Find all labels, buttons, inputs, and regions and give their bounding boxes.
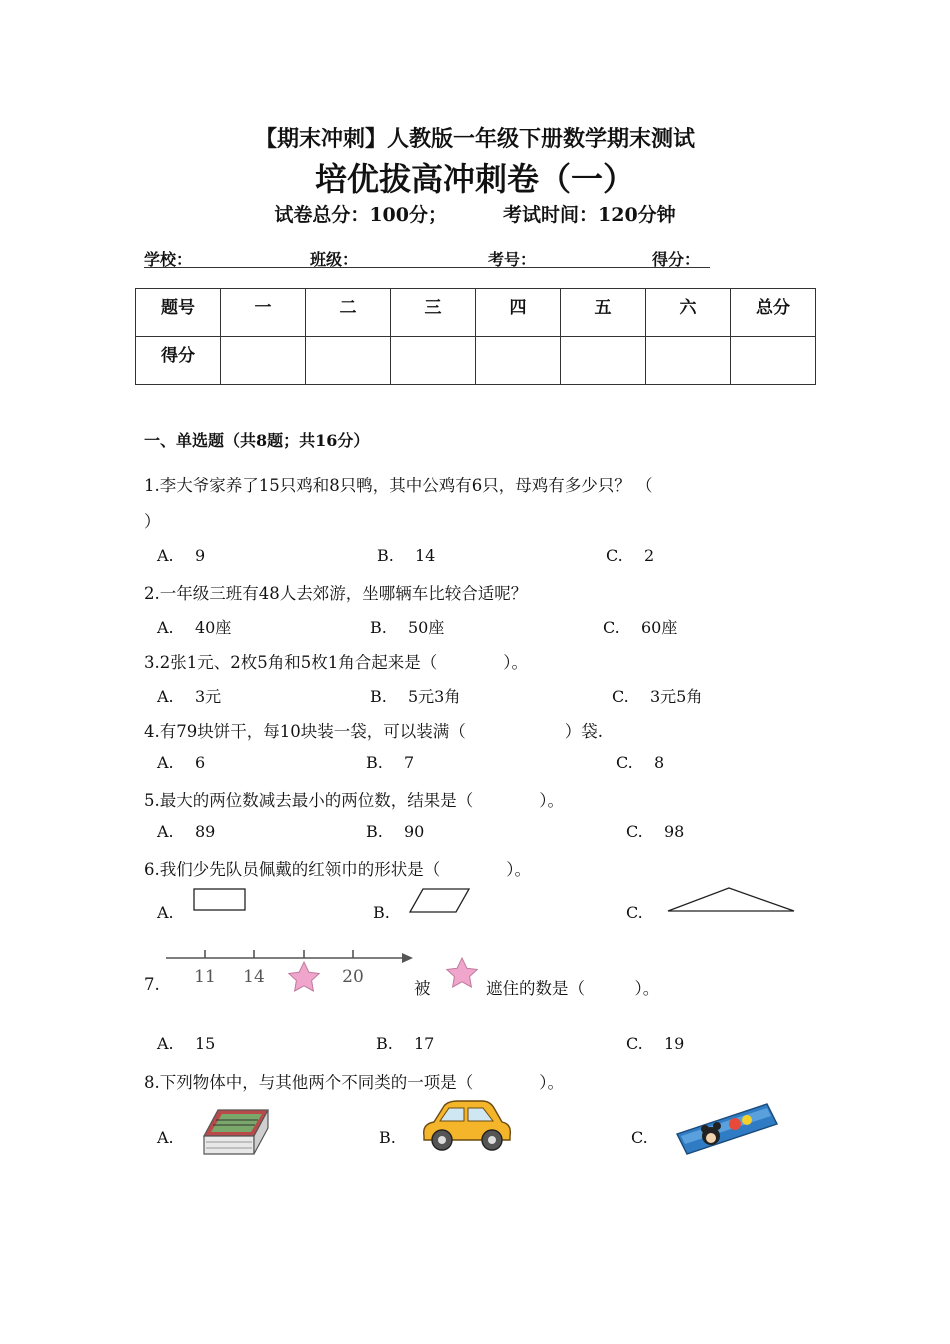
option-b[interactable]: B. 14 [377, 546, 436, 565]
score-table-header-row [136, 289, 816, 337]
tick-label: 20 [342, 967, 364, 987]
student-info-line [144, 247, 710, 268]
score-input-cell[interactable] [306, 337, 391, 385]
exam-time: 考试时间：120分钟 [503, 204, 676, 226]
option-b[interactable]: B. 90 [366, 822, 425, 841]
exam-title-line2: 培优拔高冲刺卷（一） [314, 160, 635, 198]
question-1: 1.李大爷家养了15只鸡和8只鸭，其中公鸡有6只，母鸡有多少只？ （ [144, 476, 653, 495]
star-icon [444, 956, 480, 992]
school-label: 学校： [144, 250, 193, 269]
option-a[interactable]: A. [157, 903, 174, 922]
question-3: 3.2张1元、2枚5角和5枚1角合起来是（ ）。 [144, 653, 528, 672]
question-2: 2.一年级三班有48人去郊游，坐哪辆车比较合适呢？ [144, 584, 528, 603]
question-1-cont: ） [144, 512, 161, 531]
score-input-cell[interactable] [561, 337, 646, 385]
exam-no-label: 考号： [488, 250, 537, 269]
question-8: 8.下列物体中，与其他两个不同类的一项是（ ）。 [144, 1073, 564, 1092]
table-cell: 四 [476, 289, 561, 337]
exam-meta [0, 200, 950, 227]
question-7-mid: 被 [414, 979, 431, 998]
question-4: 4.有79块饼干，每10块装一袋，可以装满（ ）袋. [144, 722, 603, 741]
tick-label: 14 [243, 967, 265, 987]
option-c[interactable]: C. [626, 903, 643, 922]
tick-label: 11 [194, 967, 216, 987]
option-a[interactable]: A. 15 [157, 1034, 216, 1053]
score-input-cell[interactable] [476, 337, 561, 385]
table-cell: 五 [561, 289, 646, 337]
parallelogram-shape-icon [409, 888, 471, 914]
number-line-figure [162, 944, 418, 996]
option-c[interactable]: C. [631, 1128, 648, 1147]
table-cell: 一 [221, 289, 306, 337]
option-b[interactable]: B. [379, 1128, 396, 1147]
option-b[interactable]: B. 5元3角 [370, 687, 461, 706]
question-5: 5.最大的两位数减去最小的两位数，结果是（ ）。 [144, 791, 564, 810]
pencil-box-icon [675, 1100, 779, 1160]
option-b[interactable]: B. 17 [376, 1034, 435, 1053]
triangle-shape-icon [665, 886, 797, 914]
question-7-end: 遮住的数是（ ）。 [486, 979, 660, 998]
option-b[interactable]: B. 7 [366, 753, 415, 772]
option-b[interactable]: B. [373, 903, 390, 922]
option-b[interactable]: B. 50座 [370, 618, 445, 637]
score-input-cell[interactable] [391, 337, 476, 385]
table-cell: 三 [391, 289, 476, 337]
car-icon [418, 1098, 514, 1156]
table-cell: 六 [646, 289, 731, 337]
option-c[interactable]: C. 2 [606, 546, 655, 565]
option-c[interactable]: C. 60座 [603, 618, 678, 637]
book-icon [198, 1106, 270, 1158]
option-c[interactable]: C. 3元5角 [612, 687, 703, 706]
option-a[interactable]: A. 3元 [157, 687, 222, 706]
option-a[interactable]: A. 6 [157, 753, 206, 772]
option-a[interactable]: A. 40座 [157, 618, 232, 637]
score-input-cell[interactable] [731, 337, 816, 385]
total-score: 试卷总分：100分； [274, 204, 447, 226]
question-6: 6.我们少先队员佩戴的红领巾的形状是（ ）。 [144, 860, 531, 879]
score-input-cell[interactable] [646, 337, 731, 385]
table-cell: 二 [306, 289, 391, 337]
option-a[interactable]: A. [157, 1128, 174, 1147]
score-table [135, 288, 816, 385]
class-label: 班级： [310, 250, 359, 269]
table-cell: 得分 [136, 337, 221, 385]
table-cell: 总分 [731, 289, 816, 337]
score-label: 得分： [652, 250, 701, 269]
option-c[interactable]: C. 98 [626, 822, 685, 841]
option-a[interactable]: A. 89 [157, 822, 216, 841]
rectangle-shape-icon [193, 888, 247, 912]
question-7-number: 7. [144, 975, 160, 994]
section-title: 一、单选题（共8题；共16分） [144, 431, 370, 450]
score-table-score-row [136, 337, 816, 385]
star-icon [289, 962, 319, 991]
score-input-cell[interactable] [221, 337, 306, 385]
option-a[interactable]: A. 9 [157, 546, 206, 565]
exam-title-line1: 【期末冲刺】人教版一年级下册数学期末测试 [254, 126, 695, 152]
option-c[interactable]: C. 19 [626, 1034, 685, 1053]
table-cell: 题号 [136, 289, 221, 337]
option-c[interactable]: C. 8 [616, 753, 665, 772]
